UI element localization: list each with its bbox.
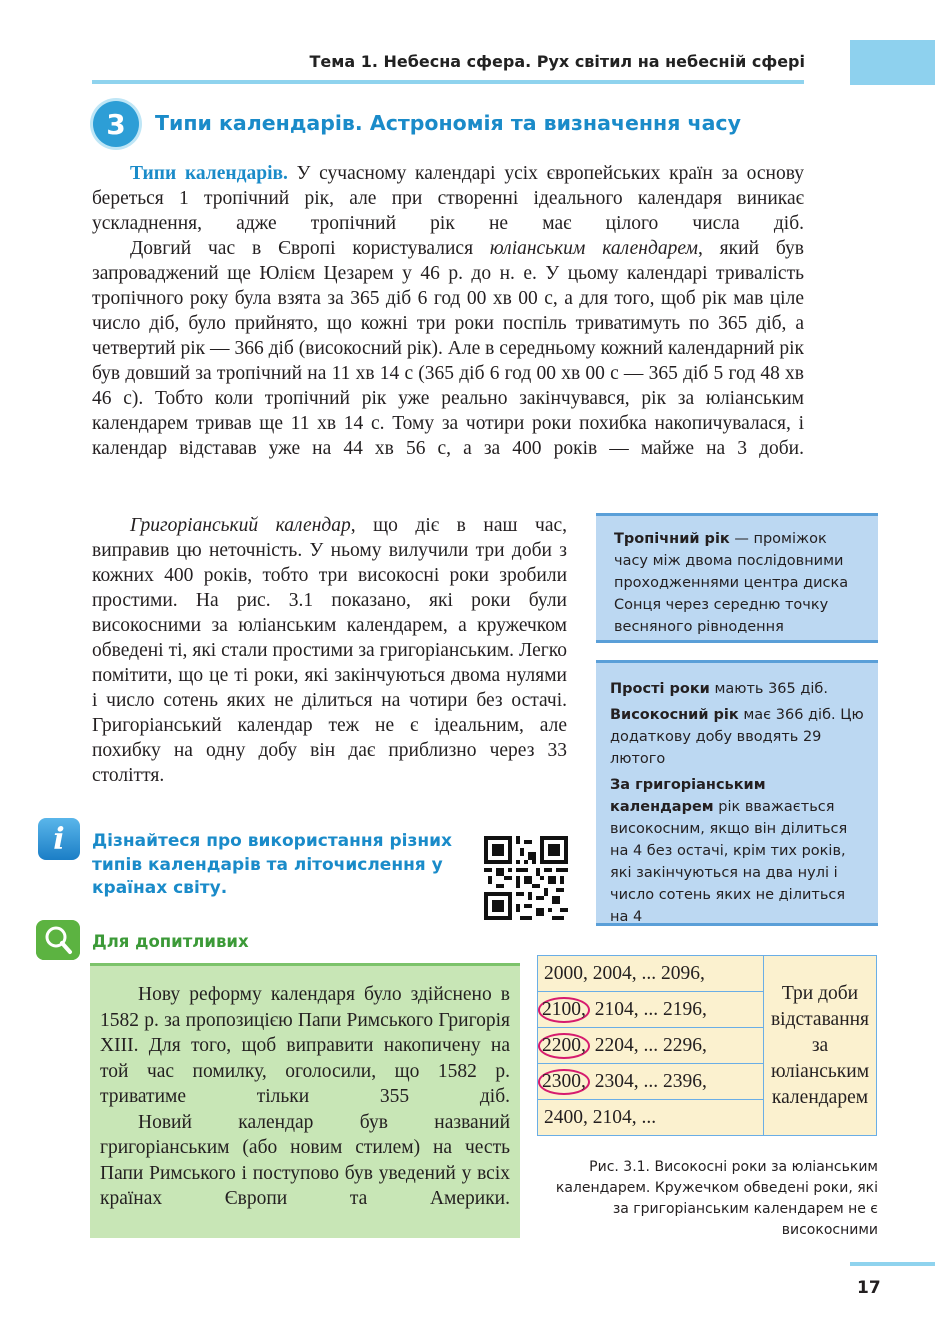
fact-common-years: Прості роки мають 365 діб.	[610, 681, 828, 697]
footer-rule	[850, 1262, 935, 1266]
magnifier-icon	[36, 920, 80, 960]
definition-term: Тропічний рік	[614, 531, 730, 547]
lag-note: Три доби відставання за юліанським календарем	[764, 956, 877, 1136]
info-icon: i	[38, 818, 80, 860]
curious-title: Для допитливих	[92, 932, 249, 951]
running-header: Тема 1. Небесна сфера. Рух світил на небесній сфері	[309, 52, 805, 71]
qr-code[interactable]	[484, 836, 568, 920]
term-julian-calendar: юліанським календарем	[489, 238, 698, 259]
curious-paragraph-gregorian: Новий календар був названий григоріанським (або новим стилем) на честь Папи Римського і поступово був уведений у всіх країнах Європи та Америки.	[100, 1111, 510, 1209]
facts-box	[596, 660, 878, 926]
curious-box	[90, 963, 520, 1238]
term-gregorian-calendar: Григоріанський календар	[130, 515, 351, 536]
info-callout-text: Дізнайтеся про використання різних типів календарів та літочислення у країнах світу.	[92, 831, 452, 898]
circled-year: 2300,	[538, 1069, 590, 1095]
years-cell: 2000, 2004, ... 2096,	[538, 956, 764, 992]
years-cell: 2100, 2104, ... 2196,	[538, 992, 764, 1028]
years-cell: 2400, 2104, ...	[538, 1100, 764, 1136]
circled-year: 2100,	[538, 997, 590, 1023]
gregorian-column	[92, 513, 567, 788]
section-number-badge: 3	[93, 101, 139, 147]
term-calendar-types: Типи календарів.	[130, 163, 288, 184]
curious-paragraph-reform: Нову реформу календаря було здійснено в 1582 р. за пропозицією Папи Римського Григорія XIII. Для того, щоб виправити накопичену на той час помилку, оголосили, що 1582 р. триватиме тільки 355 діб.	[100, 984, 510, 1107]
figure-caption: Рис. 3.1. Високосні роки за юліанським календарем. Кружечком обведені роки, які за григоріанським календарем не є високосними	[555, 1159, 878, 1238]
fact-gregorian-rule: За григоріанським календарем рік вважається високосним, якщо він ділиться на 4 без остачі, крім тих років, які закінчуються на два нулі і число сотень яких не ділиться на 4	[610, 777, 848, 925]
fact-leap-year: Високосний рік має 366 діб. Цю додаткову добу вводять 29 лютого	[610, 707, 864, 767]
paragraph-julian: Довгий час в Європі користувалися юліанським календарем, який був запроваджений ще Юлієм Цезарем у 46 р. до н. е. У цьому календарі тривалість тропічного року була взята за 365 діб 6 год 00 хв 00 с, а для того, щоб рік мав ціле число діб, було прийнято, що кожні три роки поспіль триватимуть по 365 діб, а четвертий рік — 366 діб (високосний рік). Але в середньому кожний календарний рік був довший за тропічний на 11 хв 14 с (365 діб 6 год 00 хв 00 с — 365 діб 5 год 48 хв 46 с). Тобто коли тропічний рік уже реально закінчувався, рік за юліанським календарем тривав ще 11 хв 14 с. Тому за чотири роки похибка накопичувалася, і календар відставав уже на 44 хв 56 с, а за 400 років — майже на 3 доби.	[92, 238, 805, 459]
definition-box	[596, 513, 878, 643]
years-row	[538, 956, 877, 992]
paragraph-calendar-types: Типи календарів. У сучасному календарі усіх європейських країн за основу береться 1 тропічний рік, але при створенні ідеального календаря виникає ускладнення, адже тропічний рік не має цілого числа діб.	[92, 163, 805, 234]
paragraph-gregorian: Григоріанський календар, що діє в наш час, виправив цю неточність. У ньому вилучили три доби з кожних 400 років, тобто три високосні роки зробили простими. На рис. 3.1 показано, які роки були високосними за юліанським календарем, а кружечком обведені ті, які стали простими за григоріанським. Легко помітити, що це ті роки, які закінчуються двома нулями і число сотень яких не ділиться на чотири без остачі. Григоріанський календар теж не є ідеальним, але похибку на одну добу він дає приблизно через 33 століття.	[92, 515, 568, 786]
main-text	[92, 161, 804, 461]
section-title: Типи календарів. Астрономія та визначення часу	[155, 111, 741, 135]
definition-text: — проміжок часу між двома послідовними проходженнями центра диска Сонця через середню точку весняного рівнодення	[614, 531, 849, 635]
circled-year: 2200,	[538, 1033, 590, 1059]
header-tab	[850, 40, 935, 85]
page-number: 17	[857, 1278, 881, 1298]
header-rule	[92, 80, 804, 84]
years-cell: 2300, 2304, ... 2396,	[538, 1064, 764, 1100]
leap-years-figure	[537, 955, 877, 1136]
years-cell: 2200, 2204, ... 2296,	[538, 1028, 764, 1064]
